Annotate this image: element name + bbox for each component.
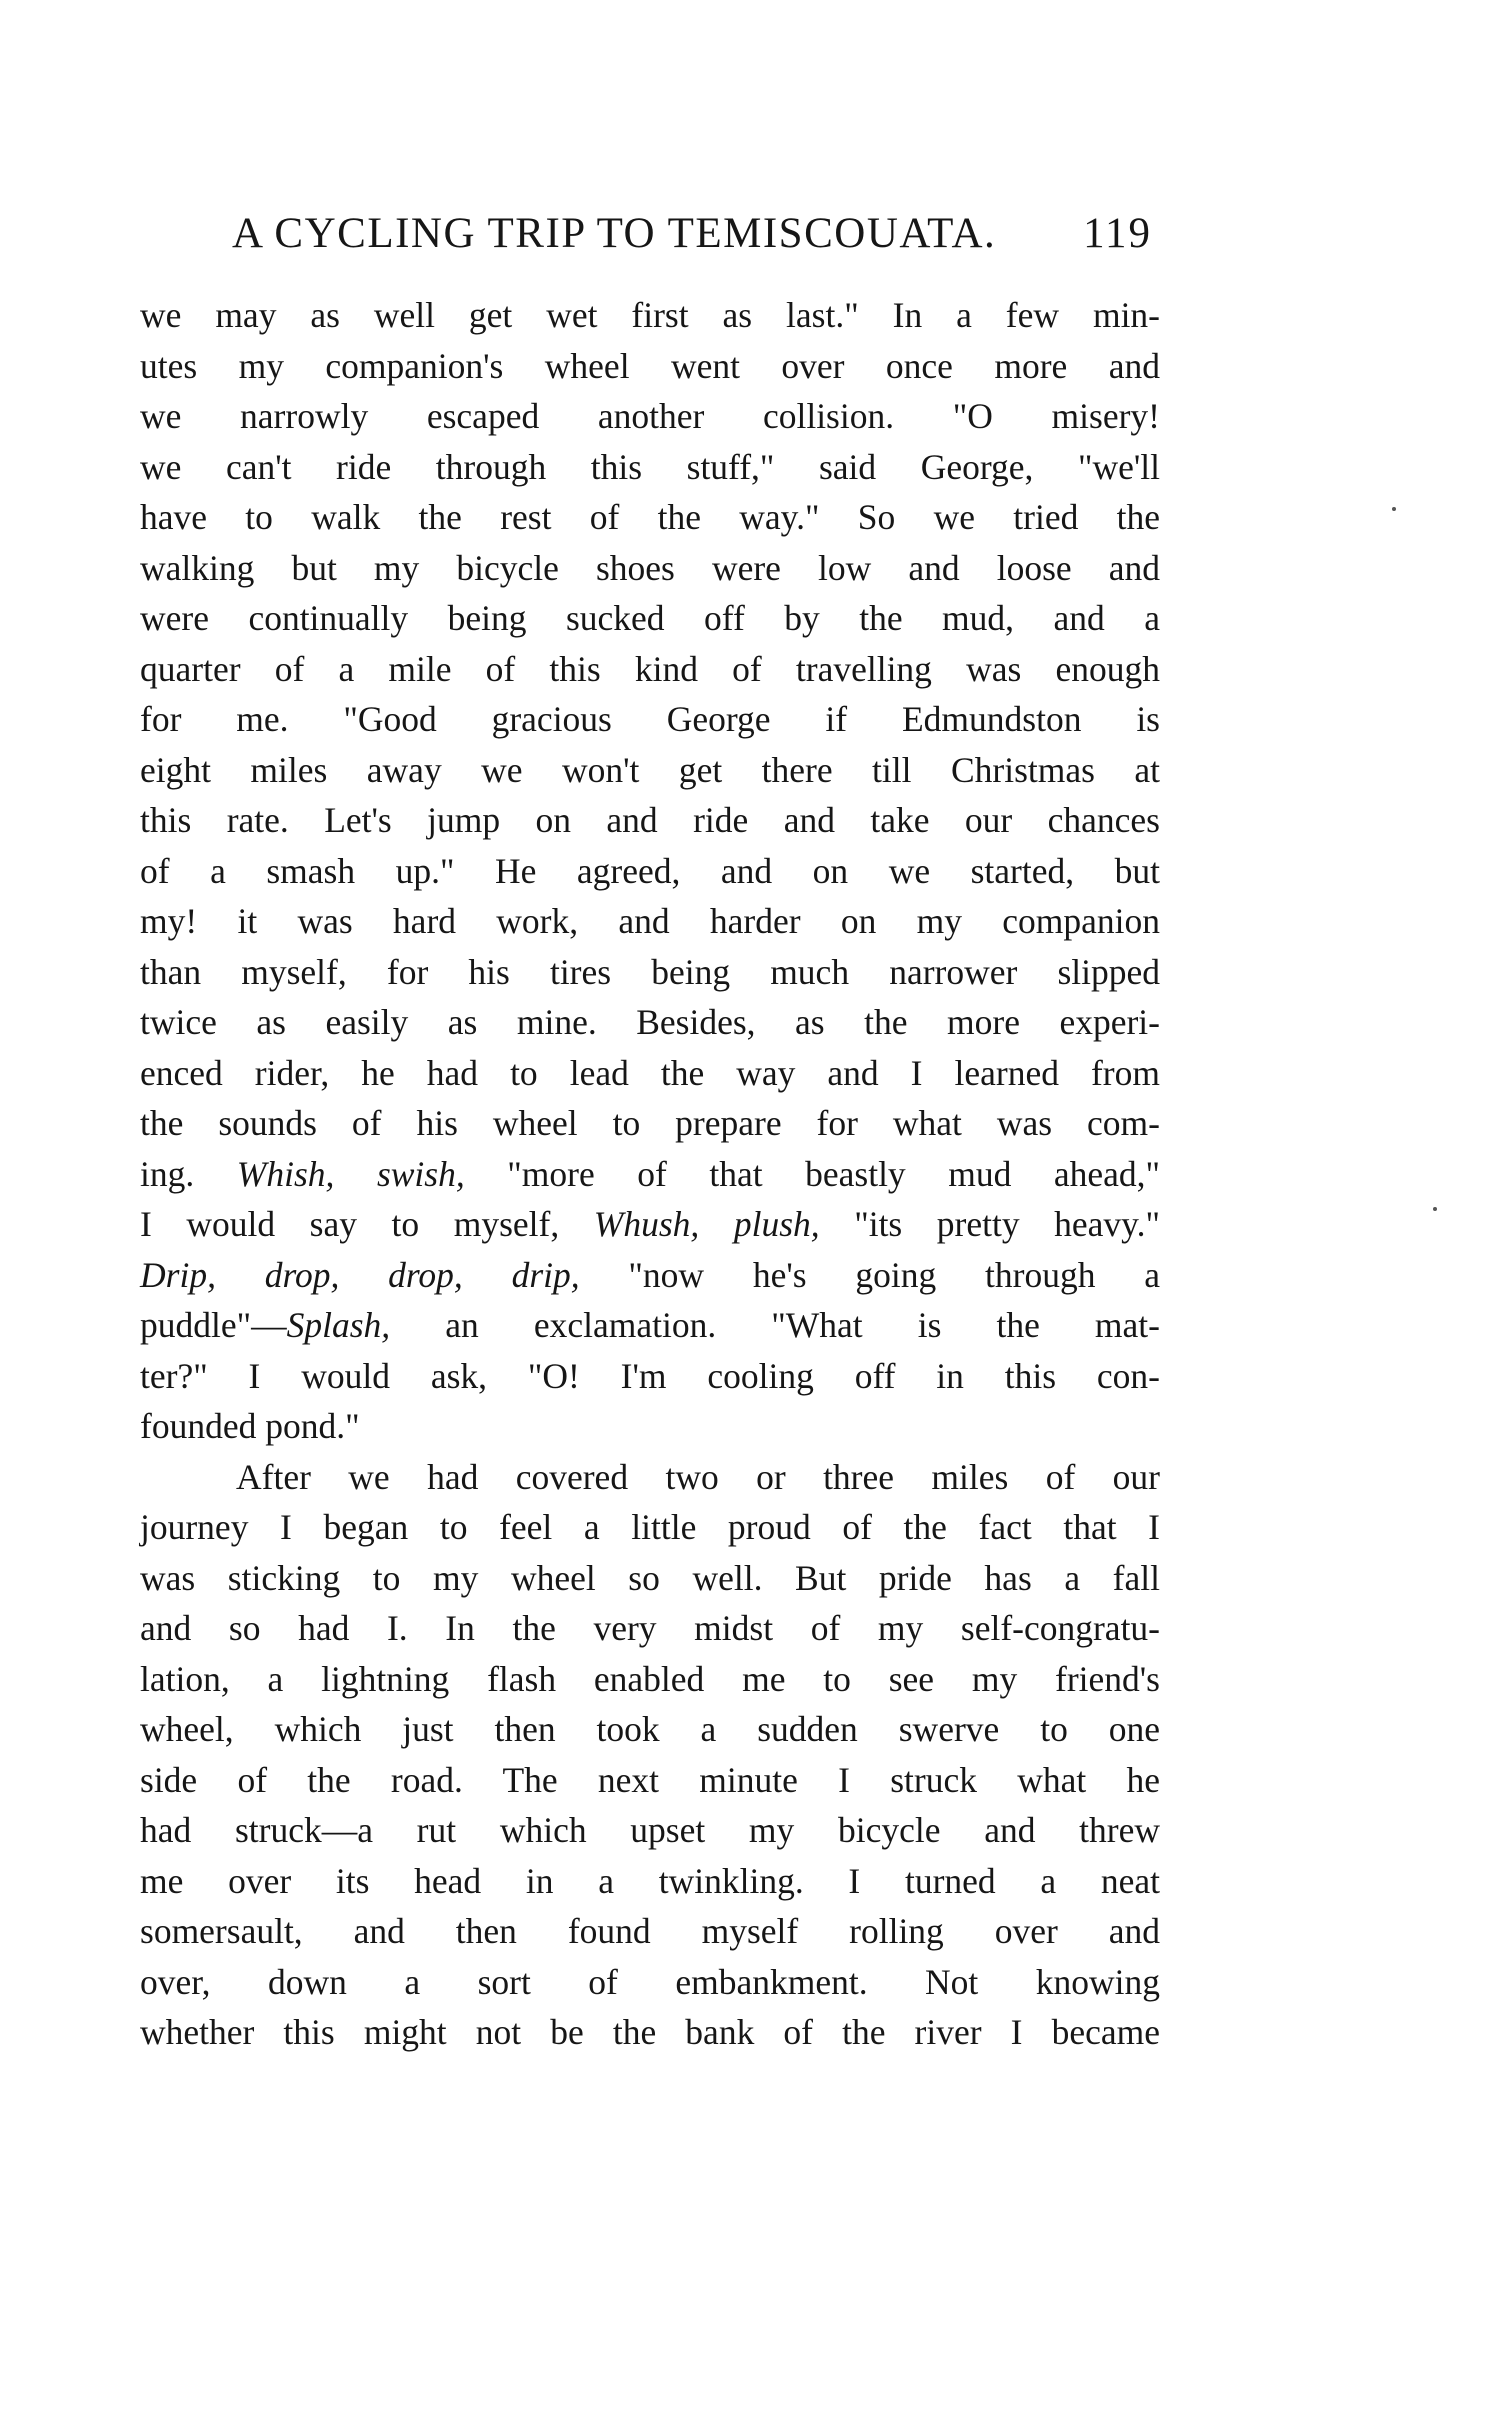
text-line-mixed: puddle"—Splash, an exclamation. "What is the mat- — [140, 1305, 1160, 1345]
text-line: of a smash up." He agreed, and on we started, but — [140, 850, 1160, 891]
text-line: we narrowly escaped another collision. "O misery! — [140, 396, 1160, 436]
text-line: have to walk the rest of the way." So we tried the — [140, 497, 1160, 537]
text-line: wheel, which just then took a sudden swerve to one — [140, 1709, 1160, 1749]
italic-sound: Whish, swish, — [236, 1153, 465, 1194]
paragraph-first-line: After we had covered two or three miles of our — [236, 1456, 1160, 1497]
italic-sound: Splash, — [286, 1305, 391, 1345]
text-line: and so had I. In the very midst of my self-congratu- — [140, 1608, 1160, 1648]
page-number: 119 — [1083, 210, 1152, 257]
running-title: A CYCLING TRIP TO TEMISCOUATA. — [232, 210, 997, 257]
text-line: utes my companion's wheel went over once more and — [140, 345, 1160, 386]
italic-sound: Drip, drop, drop, drip, — [140, 1254, 580, 1295]
text-line: journey I began to feel a little proud of the fact that I — [140, 1507, 1160, 1547]
text-line: than myself, for his tires being much narrower slipped — [140, 951, 1160, 992]
text-line: enced rider, he had to lead the way and I learned from — [140, 1052, 1160, 1093]
body-text — [140, 290, 1160, 2058]
italic-sound: Whush, plush, — [593, 1204, 820, 1244]
text-line: this rate. Let's jump on and ride and take our chances — [140, 800, 1160, 840]
text-line: my! it was hard work, and harder on my companion — [140, 901, 1160, 941]
scan-speck — [1433, 1207, 1437, 1211]
text-line: walking but my bicycle shoes were low and loose and — [140, 547, 1160, 588]
page-header — [232, 204, 1152, 264]
text-line: ter?" I would ask, "O! I'm cooling off in this con- — [140, 1355, 1160, 1396]
text-line: twice as easily as mine. Besides, as the more experi- — [140, 1002, 1160, 1042]
text-line: lation, a lightning flash enabled me to see my friend's — [140, 1658, 1160, 1699]
text-line: was sticking to my wheel so well. But pride has a fall — [140, 1557, 1160, 1598]
text-line: founded pond." — [140, 1406, 360, 1446]
text-line: whether this might not be the bank of the river I became — [140, 2012, 1160, 2052]
text-line: eight miles away we won't get there till Christmas at — [140, 749, 1160, 790]
scan-speck — [1392, 507, 1396, 511]
text-line-mixed: Drip, drop, drop, drip, "now he's going through a — [140, 1254, 1160, 1295]
text-line-mixed: ing. Whish, swish, "more of that beastly mud ahead," — [140, 1153, 1161, 1194]
text-line: somersault, and then found myself rolling over and — [140, 1911, 1160, 1951]
text-line: we may as well get wet first as last." In a few min- — [140, 295, 1160, 335]
text-line: we can't ride through this stuff," said George, "we'll — [140, 446, 1160, 487]
text-line: side of the road. The next minute I struck what he — [140, 1759, 1160, 1800]
text-line: were continually being sucked off by the mud, and a — [140, 598, 1160, 638]
text-line-mixed: I would say to myself, Whush, plush, "its pretty heavy." — [140, 1204, 1160, 1244]
text-line: had struck—a rut which upset my bicycle and threw — [140, 1810, 1160, 1850]
text-line: over, down a sort of embankment. Not knowing — [140, 1961, 1160, 2002]
text-line: the sounds of his wheel to prepare for what was com- — [140, 1103, 1160, 1143]
text-line: for me. "Good gracious George if Edmundston is — [140, 699, 1160, 739]
text-line: me over its head in a twinkling. I turned a neat — [140, 1860, 1160, 1901]
text-line: quarter of a mile of this kind of travelling was enough — [140, 648, 1160, 689]
